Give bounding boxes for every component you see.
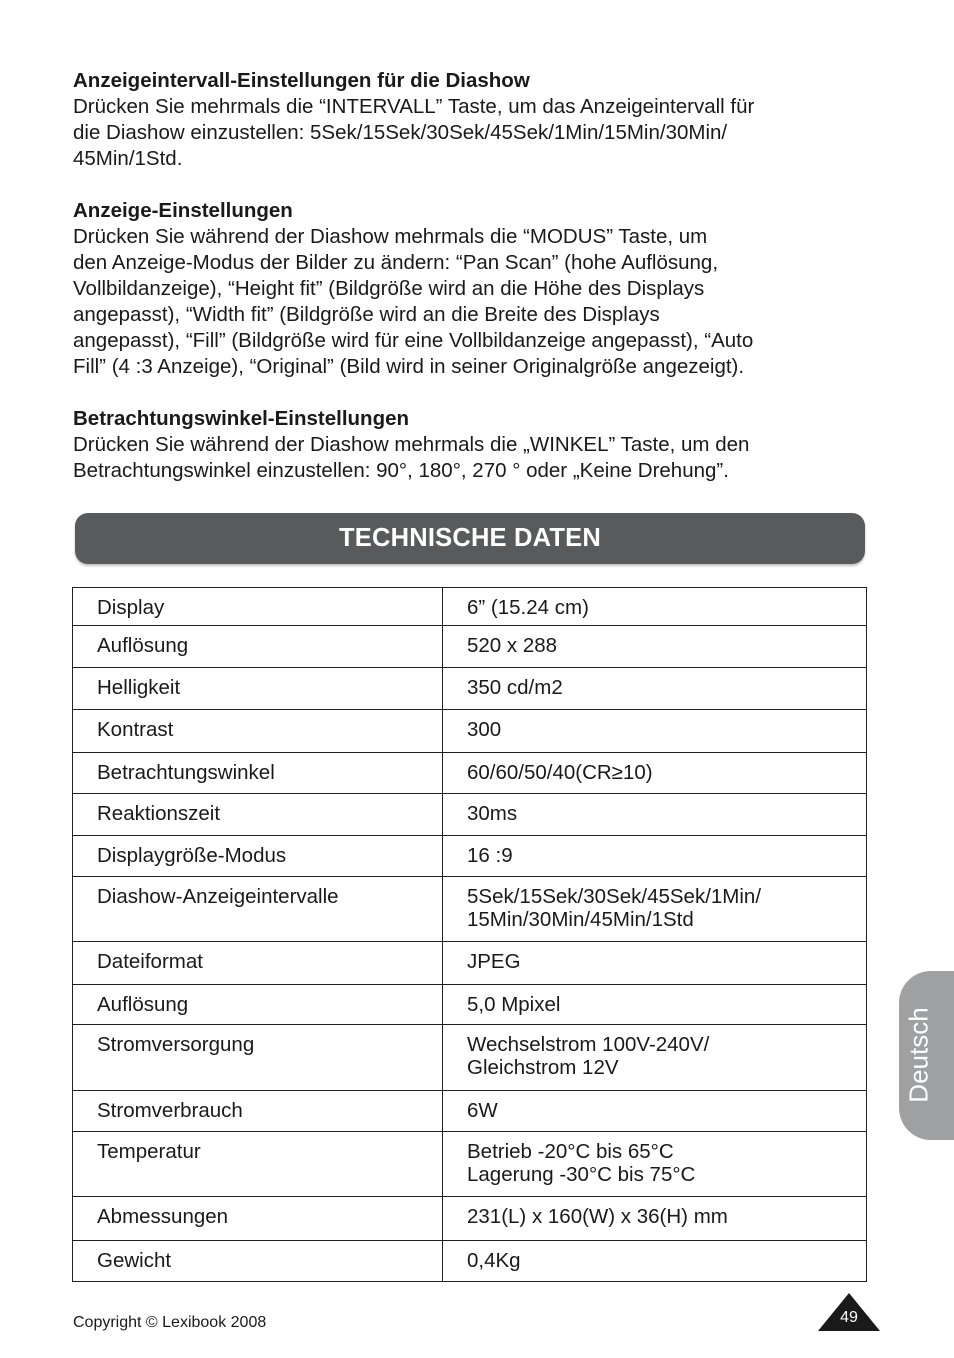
spec-value: Wechselstrom 100V-240V/ Gleichstrom 12V: [443, 1025, 867, 1091]
spec-label: Abmessungen: [73, 1197, 443, 1241]
spec-value: 300: [443, 710, 867, 753]
copyright-text: Copyright © Lexibook 2008: [73, 1314, 267, 1331]
section-body: Drücken Sie während der Diashow mehrmals die “MODUS” Taste, um den Anzeige-Modus der Bilder zu ändern: “Pan Scan” (hohe Auflösung, Vollbildanzeige), “Height fit” (Bildgröße wird an die Höhe des Displays angepasst), “Width fit” (Bildgröße wird an die Breite des Displays angepasst), “Fill” (Bildgröße wird für eine Vollbildanzeige angepasst), “Auto Fill” (4 :3 Anzeige), “Original” (Bild wird in seiner Originalgröße angezeigt).: [73, 225, 754, 378]
spec-value: 6” (15.24 cm): [443, 588, 867, 626]
spec-value: 350 cd/m2: [443, 668, 867, 710]
table-row: [73, 626, 867, 668]
spec-table: [72, 587, 867, 1282]
table-row: [73, 836, 867, 877]
spec-value: 5Sek/15Sek/30Sek/45Sek/1Min/ 15Min/30Min/45Min/1Std: [443, 877, 867, 942]
section-body: Drücken Sie mehrmals die “INTERVALL” Taste, um das Anzeigeintervall für die Diashow einzustellen: 5Sek/15Sek/30Sek/45Sek/1Min/15Min/30Min/ 45Min/1Std.: [73, 95, 755, 170]
spec-label: Stromversorgung: [73, 1025, 443, 1091]
spec-label: Temperatur: [73, 1132, 443, 1197]
page-number: 49: [840, 1309, 858, 1326]
spec-value: 60/60/50/40(CR≥10): [443, 753, 867, 794]
section-heading: Betrachtungswinkel-Einstellungen: [73, 407, 410, 430]
spec-value: 231(L) x 160(W) x 36(H) mm: [443, 1197, 867, 1241]
section-interval: [73, 68, 873, 172]
spec-label: Displaygröße-Modus: [73, 836, 443, 877]
spec-value: 6W: [443, 1091, 867, 1132]
section-heading: Anzeigeintervall-Einstellungen für die Diashow: [73, 69, 530, 92]
spec-label: Gewicht: [73, 1241, 443, 1282]
spec-label: Diashow-Anzeigeintervalle: [73, 877, 443, 942]
table-row: [73, 1025, 867, 1091]
language-tab: [899, 971, 954, 1140]
table-row: [73, 877, 867, 942]
section-display-mode: [73, 198, 873, 380]
table-row: [73, 710, 867, 753]
table-row: [73, 1132, 867, 1197]
table-row: [73, 668, 867, 710]
spec-label: Auflösung: [73, 626, 443, 668]
spec-value: JPEG: [443, 942, 867, 985]
spec-label: Stromverbrauch: [73, 1091, 443, 1132]
table-row: [73, 753, 867, 794]
table-row: [73, 1197, 867, 1241]
table-row: [73, 942, 867, 985]
spec-label: Auflösung: [73, 985, 443, 1025]
table-row: [73, 794, 867, 836]
spec-value: Betrieb -20°C bis 65°C Lagerung -30°C bis 75°C: [443, 1132, 867, 1197]
language-tab-label: Deutsch: [903, 1007, 934, 1103]
table-row: [73, 985, 867, 1025]
spec-value: 30ms: [443, 794, 867, 836]
section-body: Drücken Sie während der Diashow mehrmals die „WINKEL” Taste, um den Betrachtungswinkel einzustellen: 90°, 180°, 270 ° oder „Keine Drehung”.: [73, 433, 750, 482]
section-heading: Anzeige-Einstellungen: [73, 199, 293, 222]
spec-label: Kontrast: [73, 710, 443, 753]
spec-value: 5,0 Mpixel: [443, 985, 867, 1025]
spec-value: 520 x 288: [443, 626, 867, 668]
spec-label: Betrachtungswinkel: [73, 753, 443, 794]
instruction-sections: [73, 68, 873, 510]
spec-label: Display: [73, 588, 443, 626]
table-row: [73, 588, 867, 626]
spec-label: Reaktionszeit: [73, 794, 443, 836]
banner-title: TECHNISCHE DATEN: [339, 524, 601, 552]
spec-value: 0,4Kg: [443, 1241, 867, 1282]
spec-value: 16 :9: [443, 836, 867, 877]
technical-data-banner: [75, 513, 865, 564]
table-row: [73, 1091, 867, 1132]
section-angle: [73, 406, 873, 484]
spec-label: Helligkeit: [73, 668, 443, 710]
table-row: [73, 1241, 867, 1282]
spec-label: Dateiformat: [73, 942, 443, 985]
